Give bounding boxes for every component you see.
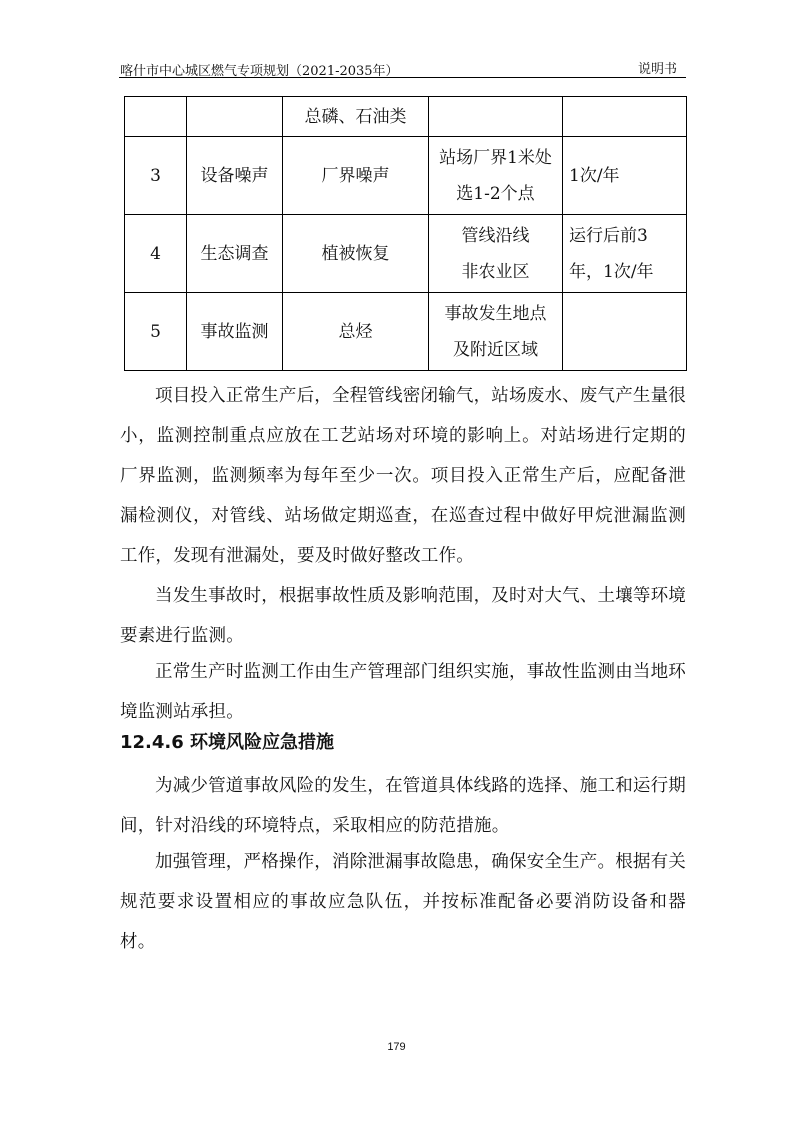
cell-monitoring-item-text: 生态调查 [200, 243, 269, 264]
paragraph-monitoring-focus: 项目投入正常生产后，全程管线密闭输气，站场废水、废气产生量很小，监测控制重点应放在工艺站场对环境的影响上。对站场进行定期的厂界监测，监测频率为每年至少一次。项目投入正常生产后，应配备泄漏检测仪，对管线、站场做定期巡查，在巡查过程中做好甲烷泄漏监测工作，发现有泄漏处，要及时做好整改工作。 [120, 386, 686, 566]
document-header-title: 喀什市中心城区燃气专项规划（2021-2035年） [120, 64, 399, 79]
cell-monitoring-item-text: 设备噪声 [200, 165, 269, 186]
cell-monitoring-location-line: 事故发生地点 [444, 303, 547, 324]
paragraph-management-measures: 加强管理，严格操作，消除泄漏事故隐患，确保安全生产。根据有关规范要求设置相应的事故应急队伍，并按标准配备必要消防设备和器材。 [120, 852, 686, 952]
section-heading: 12.4.6 环境风险应急措施 [120, 732, 335, 753]
cell-monitoring-frequency-line: 运行后前3 [569, 225, 648, 246]
cell-monitoring-content-text: 厂界噪声 [321, 165, 390, 186]
cell-monitoring-location-line: 管线沿线 [461, 225, 530, 246]
table-row [125, 137, 687, 215]
cell-monitoring-content-text: 总磷、石油类 [304, 106, 407, 127]
cell-number-text: 5 [150, 321, 161, 342]
cell-monitoring-content [283, 293, 429, 371]
header-divider [119, 77, 686, 78]
cell-monitoring-frequency [563, 97, 687, 137]
cell-monitoring-location [429, 293, 563, 371]
cell-monitoring-location-line: 及附近区域 [453, 339, 538, 360]
paragraph-accident-monitoring: 当发生事故时，根据事故性质及影响范围，及时对大气、土壤等环境要素进行监测。 [120, 586, 686, 646]
cell-monitoring-content [283, 215, 429, 293]
cell-monitoring-item [187, 97, 283, 137]
cell-monitoring-location-line: 非农业区 [461, 261, 530, 282]
cell-monitoring-frequency-line: 1次/年 [569, 165, 620, 186]
cell-monitoring-location-line: 选1-2个点 [456, 183, 535, 204]
cell-number-text: 3 [150, 165, 161, 186]
cell-monitoring-frequency [563, 215, 687, 293]
cell-monitoring-content [283, 97, 429, 137]
cell-monitoring-location [429, 137, 563, 215]
cell-monitoring-frequency [563, 293, 687, 371]
cell-number [125, 215, 187, 293]
monitoring-table [124, 96, 687, 371]
paragraph-risk-prevention: 为减少管道事故风险的发生，在管道具体线路的选择、施工和运行期间，针对沿线的环境特点，采取相应的防范措施。 [120, 776, 686, 836]
cell-monitoring-item [187, 215, 283, 293]
cell-monitoring-frequency-line: 年，1次/年 [569, 261, 654, 282]
table-row [125, 293, 687, 371]
cell-number [125, 293, 187, 371]
table-row [125, 215, 687, 293]
document-type-label: 说明书 [638, 62, 678, 77]
cell-monitoring-frequency [563, 137, 687, 215]
cell-monitoring-content [283, 137, 429, 215]
cell-monitoring-content-text: 植被恢复 [321, 243, 390, 264]
cell-monitoring-content-text: 总烃 [338, 321, 373, 342]
table-row [125, 97, 687, 137]
cell-number-text: 4 [150, 243, 161, 264]
cell-monitoring-location [429, 215, 563, 293]
cell-monitoring-location [429, 97, 563, 137]
cell-number [125, 137, 187, 215]
cell-monitoring-location-line: 站场厂界1米处 [439, 147, 552, 168]
page-number: 179 [387, 1041, 406, 1053]
cell-monitoring-item [187, 137, 283, 215]
cell-monitoring-item [187, 293, 283, 371]
cell-number [125, 97, 187, 137]
paragraph-monitoring-responsibility: 正常生产时监测工作由生产管理部门组织实施，事故性监测由当地环境监测站承担。 [120, 662, 686, 722]
cell-monitoring-item-text: 事故监测 [200, 321, 269, 342]
